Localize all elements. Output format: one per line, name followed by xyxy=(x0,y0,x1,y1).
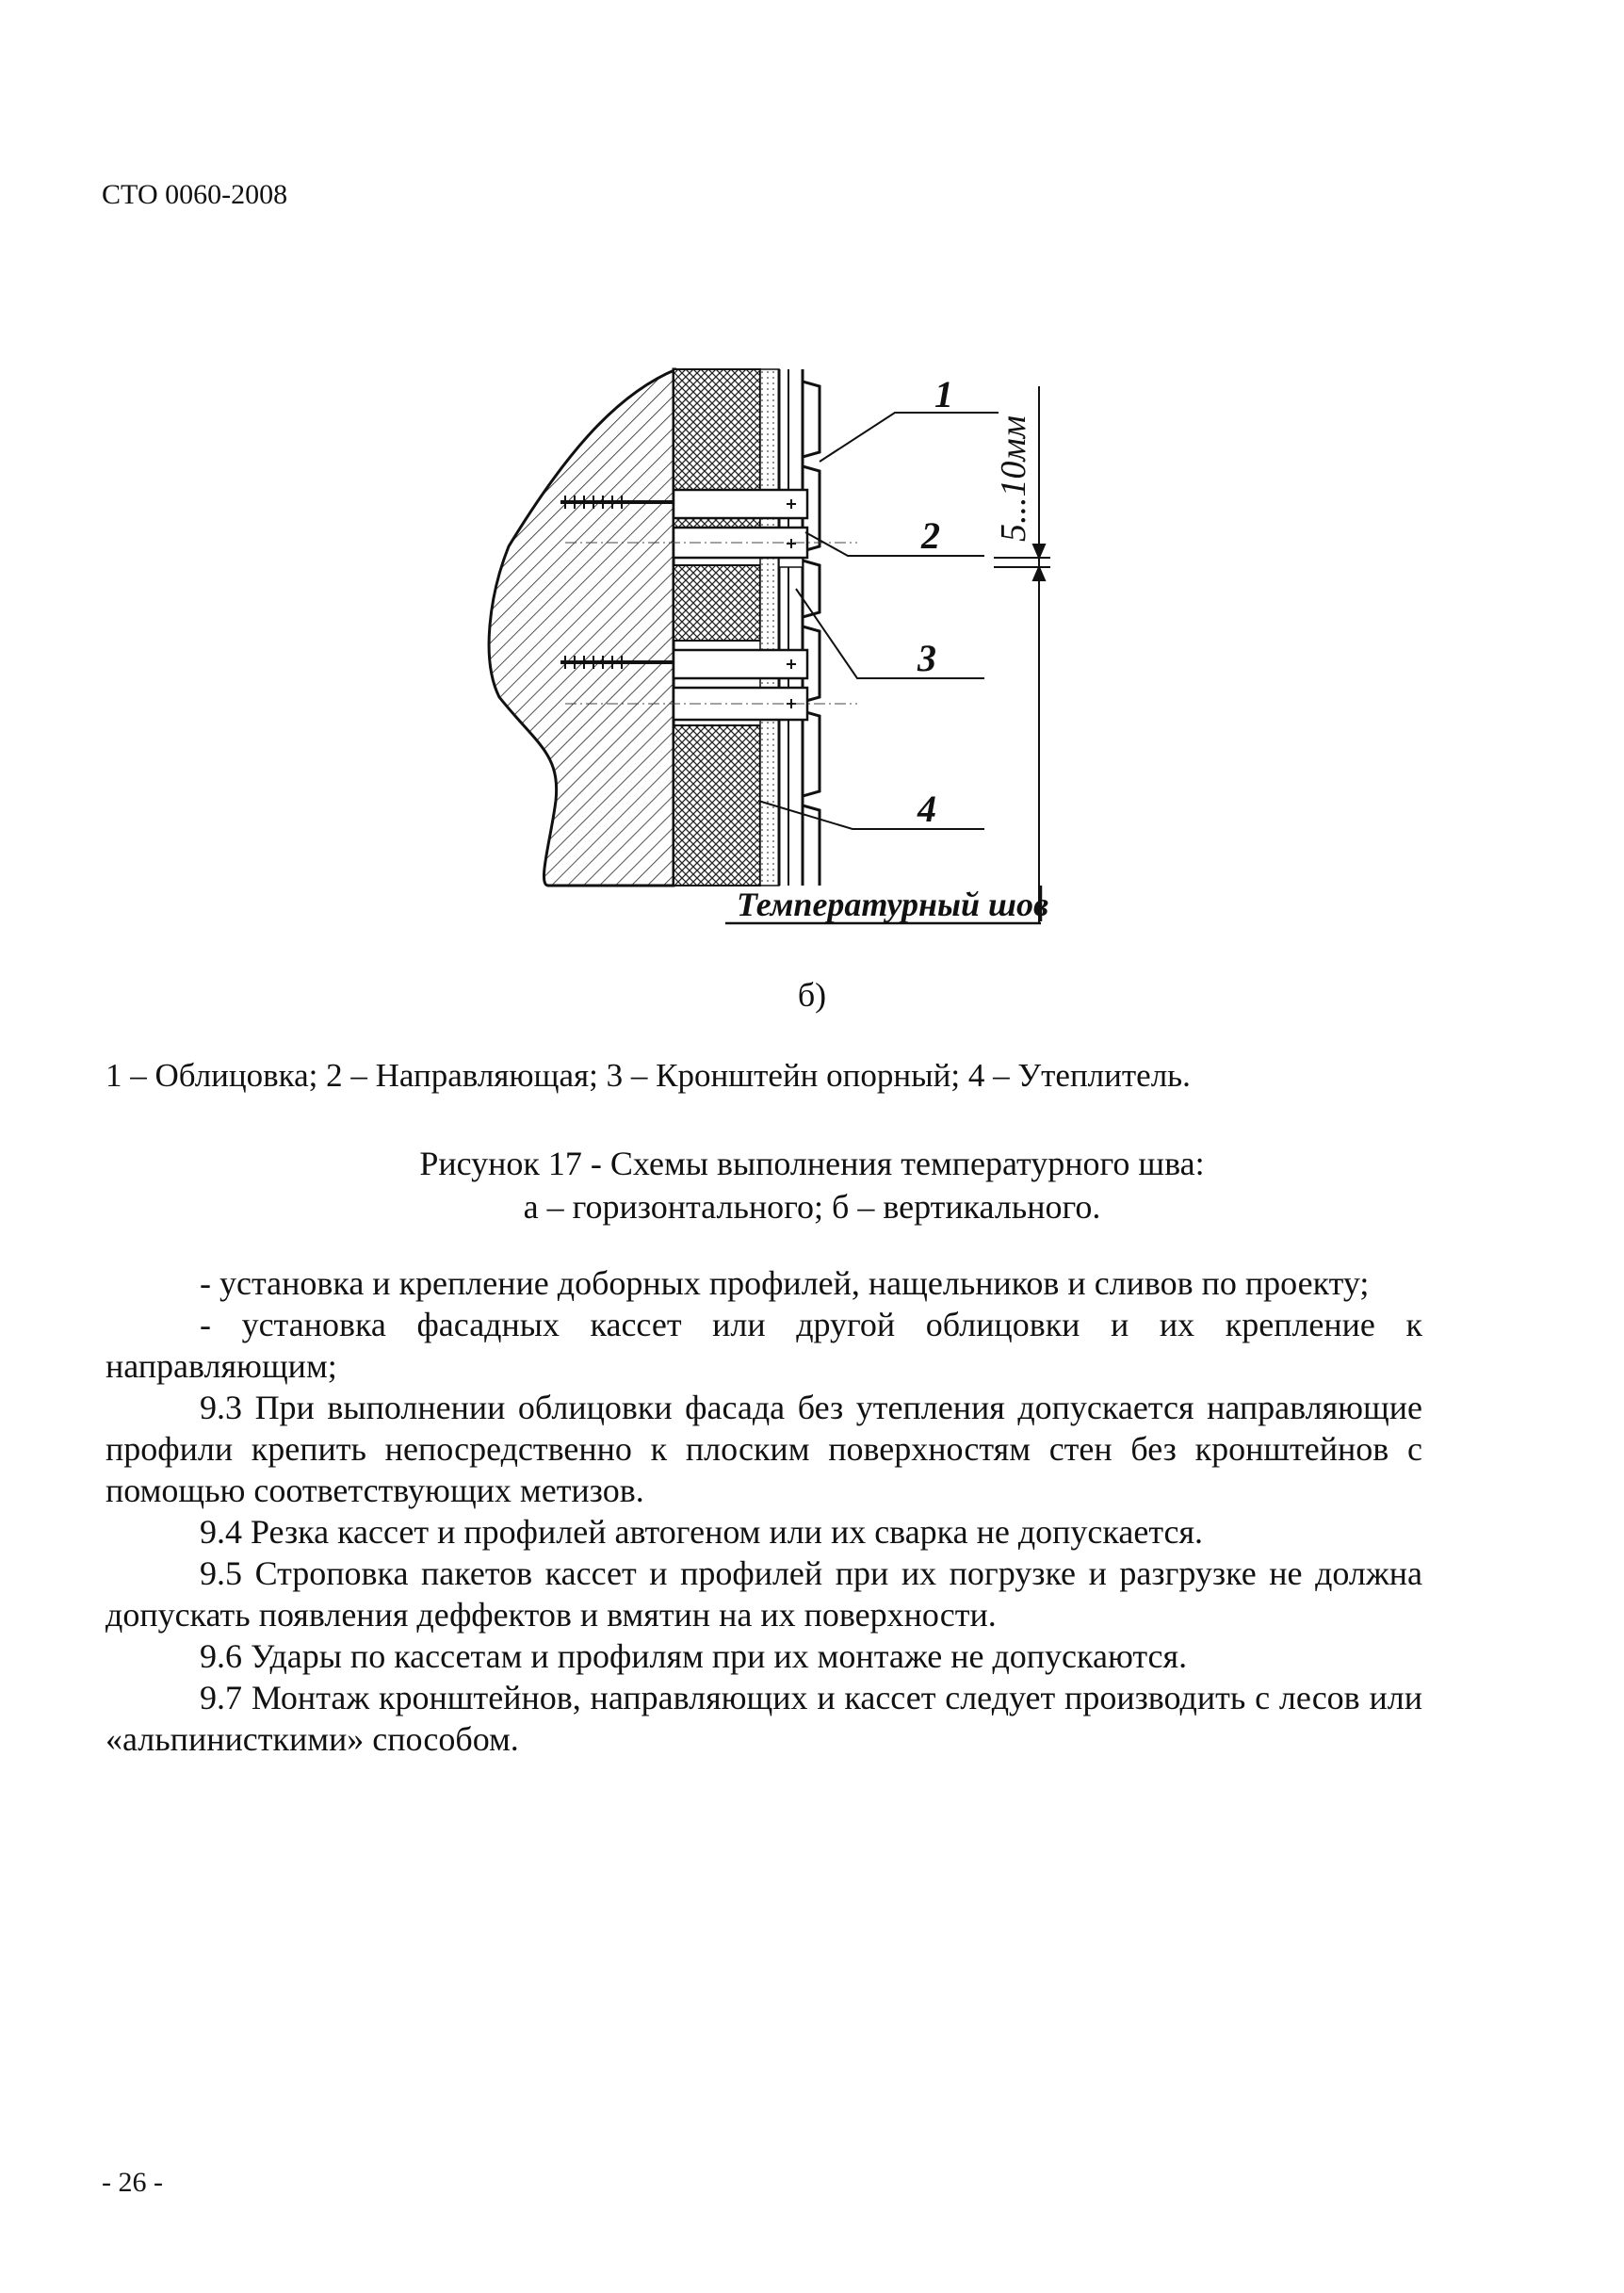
seam-diagram-svg xyxy=(471,358,1112,961)
figure-caption xyxy=(0,1142,1624,1228)
insulation-bottom xyxy=(674,725,760,886)
paragraph: 9.7 Монтаж кронштейнов, направляющих и кассет следует производить с лесов или «альпинисткими» способом. xyxy=(106,1679,1422,1758)
label-1: 1 xyxy=(934,373,953,415)
paragraph: 9.6 Удары по кассетам и профилям при их монтаже не допускаются. xyxy=(200,1637,1188,1675)
caption-line-1: Рисунок 17 - Схемы выполнения температурного шва: xyxy=(419,1145,1205,1182)
label-2: 2 xyxy=(921,514,940,557)
label-4: 4 xyxy=(918,788,936,830)
insulation-mid xyxy=(674,565,760,641)
paragraph: 9.3 При выполнении облицовки фасада без утепления допускается направляющие профили крепить непосредственно к плоским поверхностям стен без кронштейнов с помощью соответствующих метизов. xyxy=(106,1389,1422,1509)
guide-strip xyxy=(760,369,779,886)
seam-label: Температурный шов xyxy=(737,886,1049,923)
figure-legend: 1 – Облицовка; 2 – Направляющая; 3 – Кронштейн опорный; 4 – Утеплитель. xyxy=(106,1057,1191,1094)
dimension-label: 5...10мм xyxy=(994,415,1033,542)
paragraph: - установка фасадных кассет или другой облицовки и их крепление к направляющим; xyxy=(106,1306,1422,1385)
seam-diagram xyxy=(471,358,1112,961)
caption-line-2: а – горизонтального; б – вертикального. xyxy=(523,1188,1101,1226)
wall-section xyxy=(489,369,676,886)
paragraph: 9.4 Резка кассет и профилей автогеном или их сварка не допускается. xyxy=(200,1513,1204,1551)
paragraph: - установка и крепление доборных профилей, нащельников и сливов по проекту; xyxy=(200,1264,1370,1302)
facing-profile xyxy=(803,369,820,886)
body-text xyxy=(106,1262,1422,1760)
label-3: 3 xyxy=(918,637,936,679)
page-number: - 26 - xyxy=(102,2167,163,2198)
subfigure-letter: б) xyxy=(797,976,827,1014)
paragraph: 9.5 Строповка пакетов кассет и профилей при их погрузке и разгрузке не должна допускать появления деффектов и вмятин на их поверхности. xyxy=(106,1554,1422,1634)
document-code: СТО 0060-2008 xyxy=(102,179,288,210)
